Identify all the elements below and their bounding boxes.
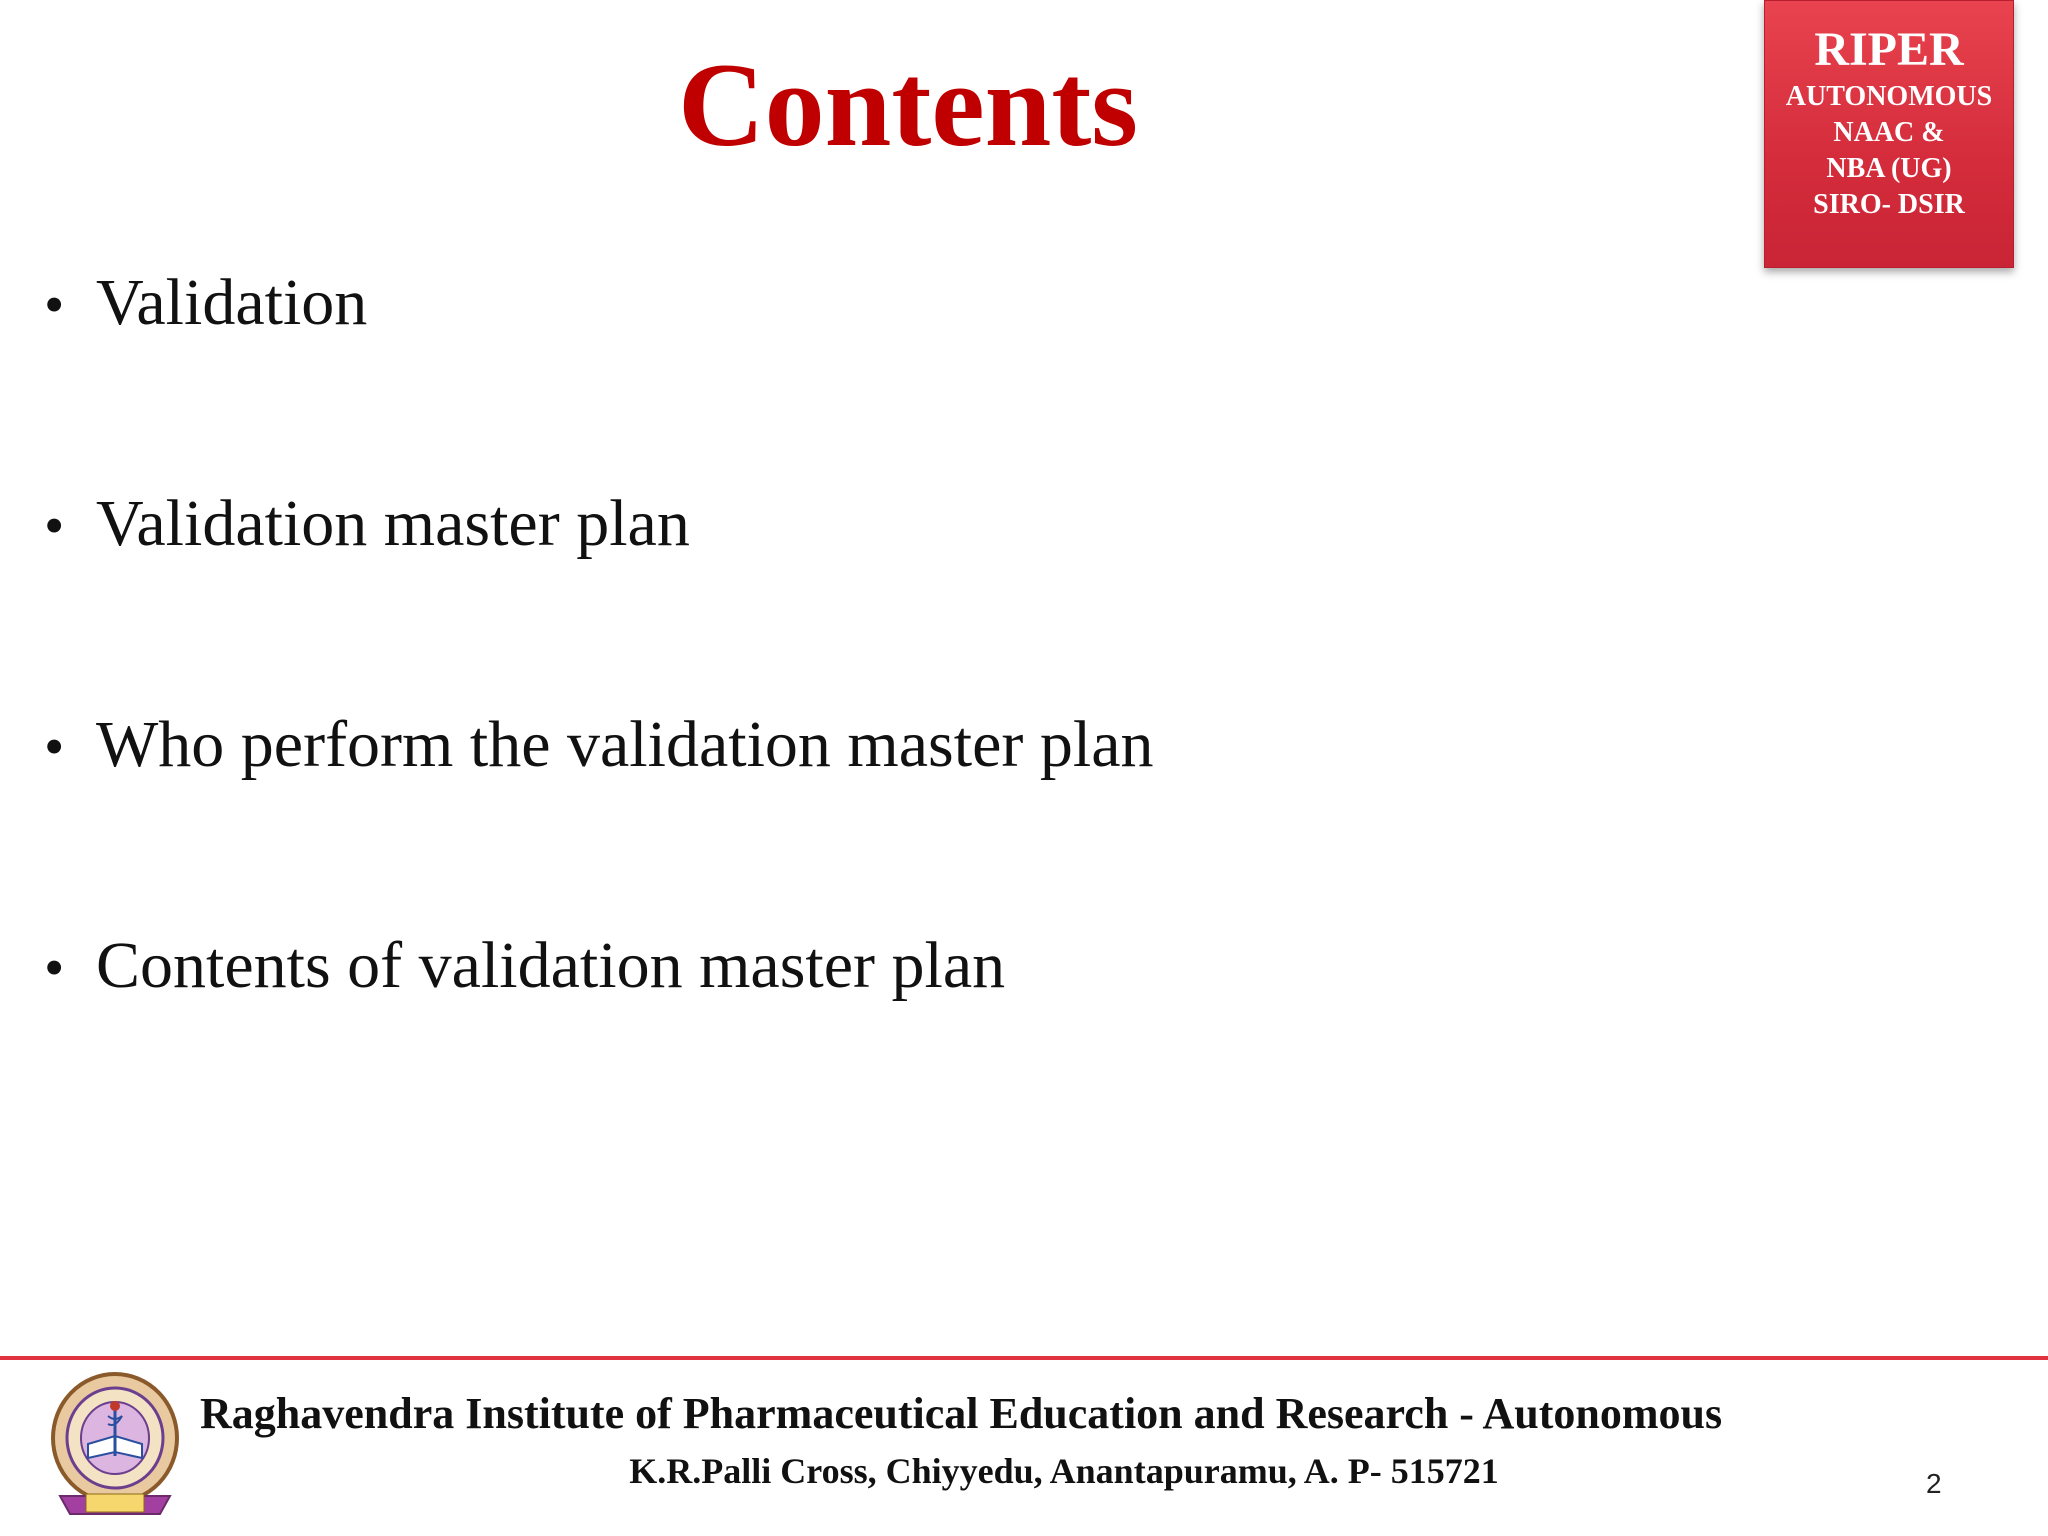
footer-divider — [0, 1356, 2048, 1360]
bullet-icon: • — [44, 272, 65, 337]
badge-line-nba: NBA (UG) — [1826, 153, 1952, 184]
list-item — [44, 479, 1153, 700]
list-item-text: Who perform the validation master plan — [96, 708, 1154, 781]
list-item — [44, 921, 1153, 1142]
bullet-icon: • — [44, 935, 65, 1000]
badge-line-naac: NAAC & — [1833, 117, 1945, 148]
institute-seal-logo-icon — [40, 1366, 190, 1526]
page-number: 2 — [1926, 1468, 1942, 1499]
footer-institute-name: Raghavendra Institute of Pharmaceutical Education and Research - Autonomous — [200, 1389, 1723, 1438]
riper-badge — [1764, 0, 2014, 268]
list-item — [44, 700, 1153, 921]
list-item-text: Contents of validation master plan — [96, 929, 1006, 1002]
badge-line-autonomous: AUTONOMOUS — [1785, 81, 1993, 112]
contents-list — [44, 258, 1153, 1142]
slide-title: Contents — [677, 38, 1139, 171]
footer-address: K.R.Palli Cross, Chiyyedu, Anantapuramu, A. P- 515721 — [629, 1451, 1499, 1491]
badge-line-siro: SIRO- DSIR — [1813, 189, 1965, 220]
list-item-text: Validation — [96, 266, 368, 339]
bullet-icon: • — [44, 493, 65, 558]
bullet-icon: • — [44, 714, 65, 779]
list-item — [44, 258, 1153, 479]
badge-title: RIPER — [1814, 23, 1964, 76]
list-item-text: Validation master plan — [96, 487, 690, 560]
